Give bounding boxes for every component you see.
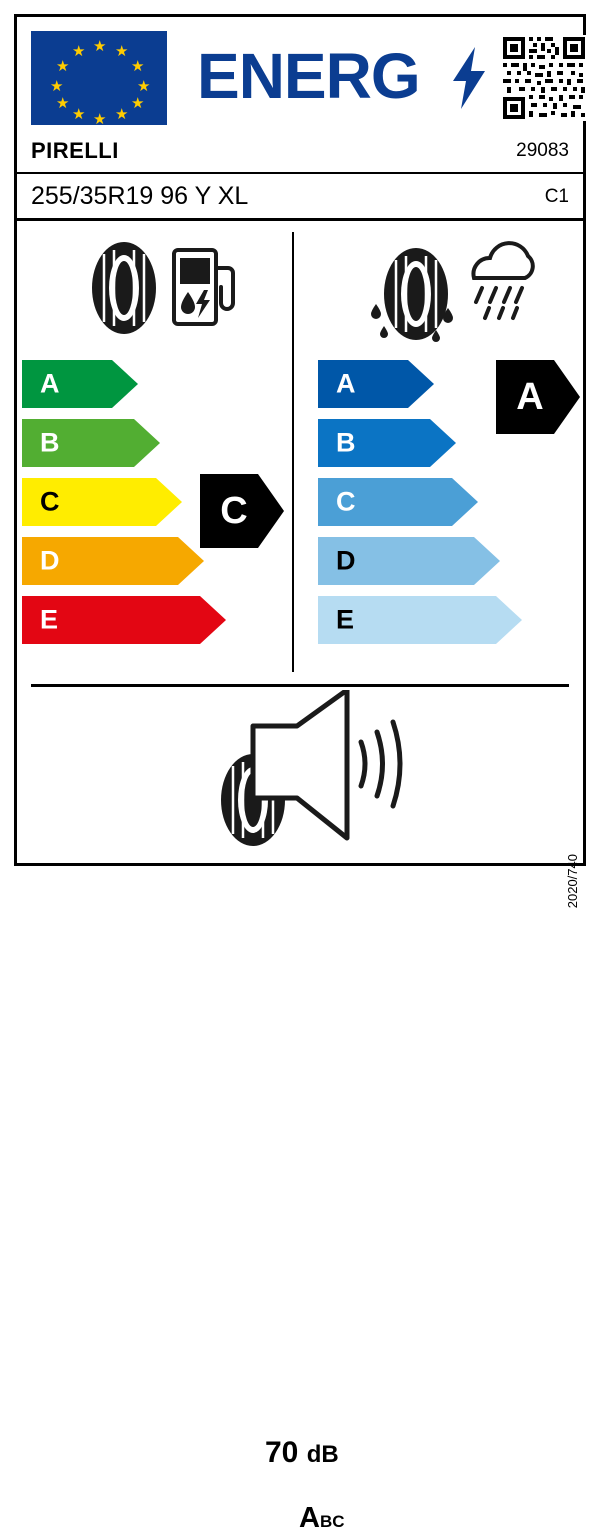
lightning-bolt-icon [449,47,489,109]
type-code: 29083 [516,140,569,161]
wet-selected-marker [496,360,580,434]
brand-row [17,130,583,174]
wet-grade-letter: D [336,545,356,576]
qr-code-icon [501,35,587,121]
fuel-grade-b [22,419,272,467]
fuel-selected-letter: C [220,490,248,532]
wet-grade-letter: A [336,368,356,399]
panel-divider [292,232,294,672]
tyre-splash-icon [371,248,453,342]
wet-grade-c [318,478,568,526]
wet-grade-letter: C [336,486,356,517]
noise-class: ABC [299,1502,345,1534]
noise-value: 70 dB [265,1436,339,1469]
wet-grade-d [318,537,568,585]
eu-flag-icon: ★ ★ ★ ★ ★ ★ ★ ★ ★ ★ ★ ★ [31,31,167,125]
fuel-grade-letter: D [40,545,60,576]
fuel-grade-letter: C [40,486,60,517]
section-divider [31,684,569,687]
page-title: ENERG [197,40,420,112]
wet-grade-letter: E [336,604,355,635]
tyre-icon [92,242,156,334]
fuel-grade-a [22,360,272,408]
wet-grip-pictogram [370,238,540,348]
fuel-grade-letter: B [40,427,60,458]
wet-selected-letter: A [516,376,544,418]
regulation-reference: 2020/740 [565,854,580,909]
tyre-class: C1 [544,186,569,207]
rain-cloud-icon [473,243,532,318]
wet-grade-e [318,596,568,644]
fuel-efficiency-pictogram [78,238,248,338]
size-row [17,174,583,221]
tyre-size: 255/35R19 96 Y XL [31,182,249,210]
fuel-grade-e [22,596,272,644]
fuel-selected-marker [200,474,284,548]
brand-name: PIRELLI [31,138,119,163]
fuel-grade-letter: E [40,604,59,635]
fuel-pump-icon [174,250,233,324]
label-header [17,17,583,127]
fuel-grade-letter: A [40,368,60,399]
wet-grade-letter: B [336,427,356,458]
